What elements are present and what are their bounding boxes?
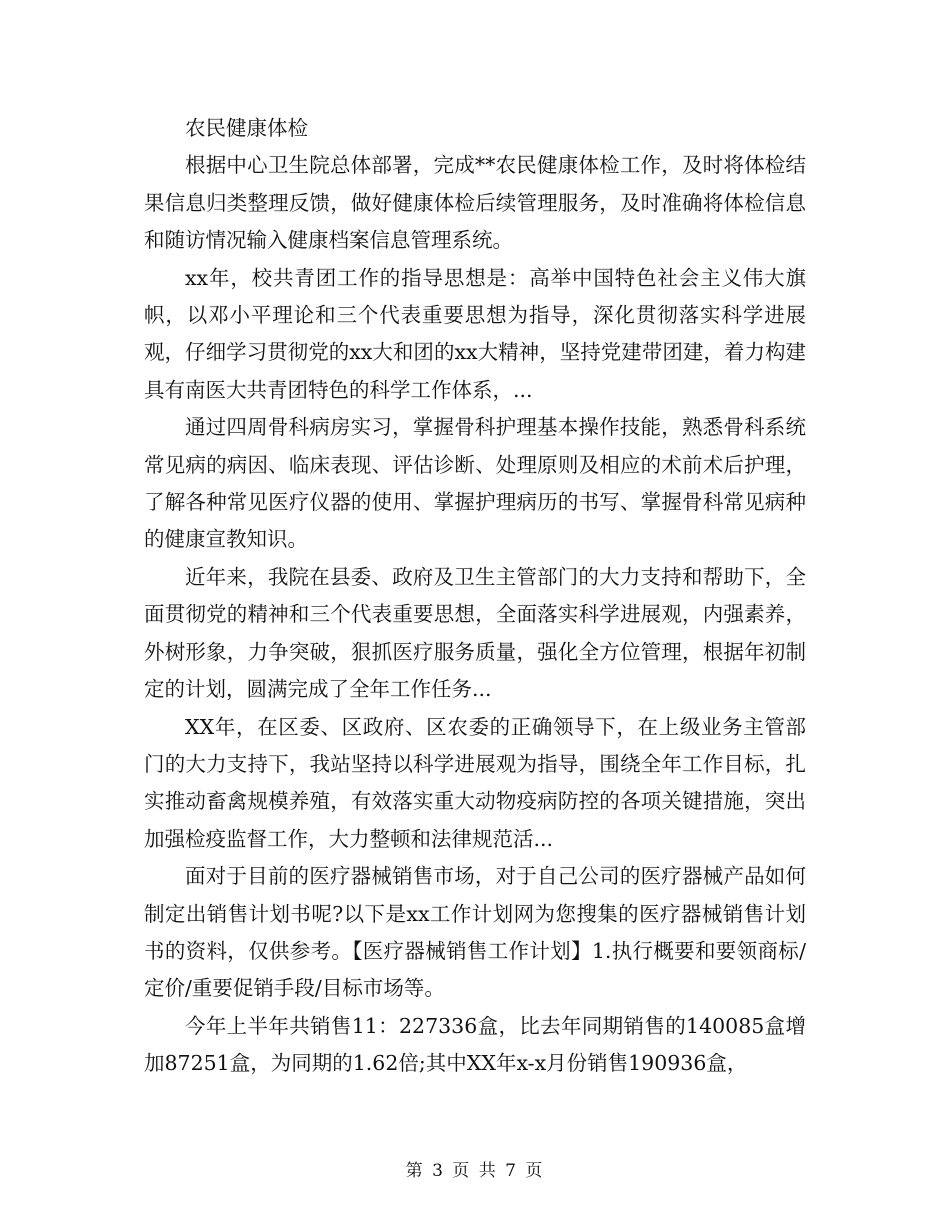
- paragraph-sales-figures: 今年上半年共销售11：227336盒，比去年同期销售的140085盒增加87251盒，为同期的1.62倍;其中XX年x-x月份销售190936盒，: [144, 1013, 806, 1076]
- document-title: 农民健康体检: [185, 116, 308, 140]
- paragraph-orthopedic-internship: 通过四周骨科病房实习，掌握骨科护理基本操作技能，熟悉骨科系统常见病的病因、临床表现、评估诊断、处理原则及相应的术前术后护理，了解各种常见医疗仪器的使用、掌握护理病历的书写、掌握骨科常见病种的健康宣教知识。: [144, 415, 806, 552]
- document-body: [144, 110, 806, 1083]
- page-number-footer: 第 3 页 共 7 页: [405, 1161, 545, 1181]
- paragraph-hospital-review: 近年来，我院在县委、政府及卫生主管部门的大力支持和帮助下，全面贯彻党的精神和三个代表重要思想，全面落实科学进展观，内强素养，外树形象，力争突破，狠抓医疗服务质量，强化全方位管理，根据年初制定的计划，圆满完成了全年工作任务...: [144, 564, 806, 702]
- paragraph-youth-league: xx年，校共青团工作的指导思想是：高举中国特色社会主义伟大旗帜，以邓小平理论和三个代表重要思想为指导，深化贯彻落实科学进展观，仔细学习贯彻党的xx大和团的xx大精神，坚持党建带团建，着力构建具有南医大共青团特色的科学工作体系，...: [144, 265, 806, 402]
- paragraph-health-checkup: 根据中心卫生院总体部署，完成**农民健康体检工作，及时将体检结果信息归类整理反馈，做好健康体检后续管理服务，及时准确将体检信息和随访情况输入健康档案信息管理系统。: [144, 153, 806, 253]
- paragraph-medical-device-sales: 面对于目前的医疗器械销售市场，对于自己公司的医疗器械产品如何制定出销售计划书呢?以下是xx工作计划网为您搜集的医疗器械销售计划书的资料，仅供参考。【医疗器械销售工作计划】1.执行概要和要领商标/定价/重要促销手段/目标市场等。: [144, 864, 806, 1001]
- paragraph-livestock-station: XX年，在区委、区政府、区农委的正确领导下，在上级业务主管部门的大力支持下，我站坚持以科学进展观为指导，围绕全年工作目标，扎实推动畜禽规模养殖，有效落实重大动物疫病防控的各项关键措施，突出加强检疫监督工作，大力整顿和法律规范活...: [144, 714, 806, 851]
